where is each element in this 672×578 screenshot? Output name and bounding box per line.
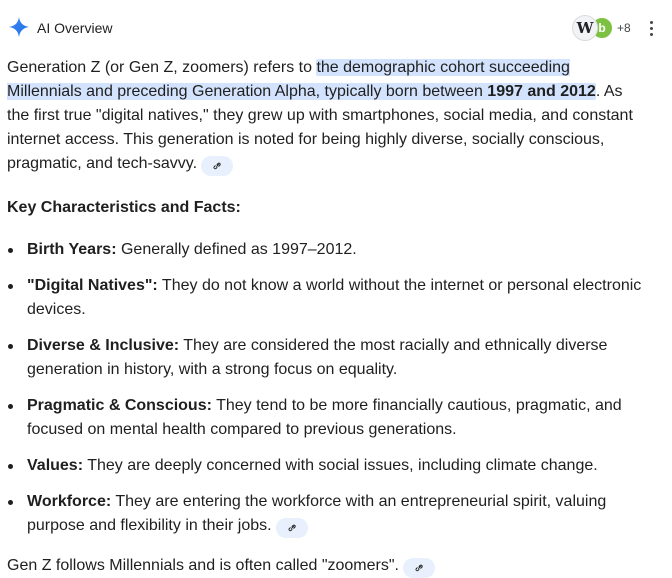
fact-term: "Digital Natives": bbox=[27, 277, 158, 294]
fact-term: Diverse & Inclusive: bbox=[27, 337, 180, 354]
section-heading: Key Characteristics and Facts: bbox=[7, 199, 241, 216]
ai-overview-content bbox=[7, 56, 647, 578]
fact-text: Generally defined as 1997–2012. bbox=[116, 241, 357, 258]
fact-term: Pragmatic & Conscious: bbox=[27, 397, 212, 414]
fact-text: They do not know a world without the internet or personal electronic devices. bbox=[27, 277, 642, 318]
link-icon bbox=[413, 562, 425, 574]
intro-paragraph bbox=[7, 56, 647, 176]
intro-text-continued: . As the first true "digital natives," they grew up with smartphones, social media, and constant internet access. This generation is noted for being highly diverse, socially conscious, pragmatic, and tech-savvy. bbox=[7, 83, 633, 172]
fact-term: Workforce: bbox=[27, 493, 112, 510]
highlight-text: the demographic cohort succeeding Millennials and preceding Generation Alpha, typically born between bbox=[7, 59, 570, 100]
intro-text: Generation Z (or Gen Z, zoomers) refers to bbox=[7, 59, 317, 76]
fact-text: They tend to be more financially cautious, pragmatic, and focused on mental health compared to previous generations. bbox=[27, 397, 622, 438]
outro-paragraph bbox=[7, 554, 647, 578]
outro-text: Gen Z follows Millennials and is often called "zoomers". bbox=[7, 557, 399, 574]
wikipedia-source-icon: W bbox=[572, 15, 598, 41]
list-item bbox=[7, 334, 647, 382]
ai-overview-header bbox=[0, 0, 672, 56]
citation-link-button[interactable] bbox=[201, 156, 233, 176]
citation-link-button[interactable] bbox=[276, 518, 308, 538]
ai-overview-title: AI Overview bbox=[37, 20, 113, 36]
birth-years-range: 1997 and 2012 bbox=[487, 83, 596, 100]
link-icon bbox=[286, 522, 298, 534]
fact-text: They are deeply concerned with social issues, including climate change. bbox=[83, 457, 598, 474]
list-item bbox=[7, 490, 647, 538]
list-item bbox=[7, 238, 647, 262]
fact-term: Values: bbox=[27, 457, 84, 474]
list-item bbox=[7, 454, 647, 478]
fact-term: Birth Years: bbox=[27, 241, 117, 258]
gemini-sparkle-icon bbox=[8, 16, 30, 38]
more-options-icon[interactable] bbox=[645, 18, 657, 38]
sources-button[interactable] bbox=[572, 14, 631, 42]
source-favicon-icon: b bbox=[590, 16, 614, 40]
citation-link-button[interactable] bbox=[403, 558, 435, 578]
fact-text: They are considered the most racially and ethnically diverse generation in history, with a strong focus on equality. bbox=[27, 337, 608, 378]
more-sources-count: +8 bbox=[617, 21, 631, 35]
list-item bbox=[7, 394, 647, 442]
fact-text: They are entering the workforce with an entrepreneurial spirit, valuing purpose and flexibility in their jobs. bbox=[27, 493, 607, 534]
link-icon bbox=[211, 160, 223, 172]
list-item bbox=[7, 274, 647, 322]
key-facts-list bbox=[7, 238, 647, 538]
